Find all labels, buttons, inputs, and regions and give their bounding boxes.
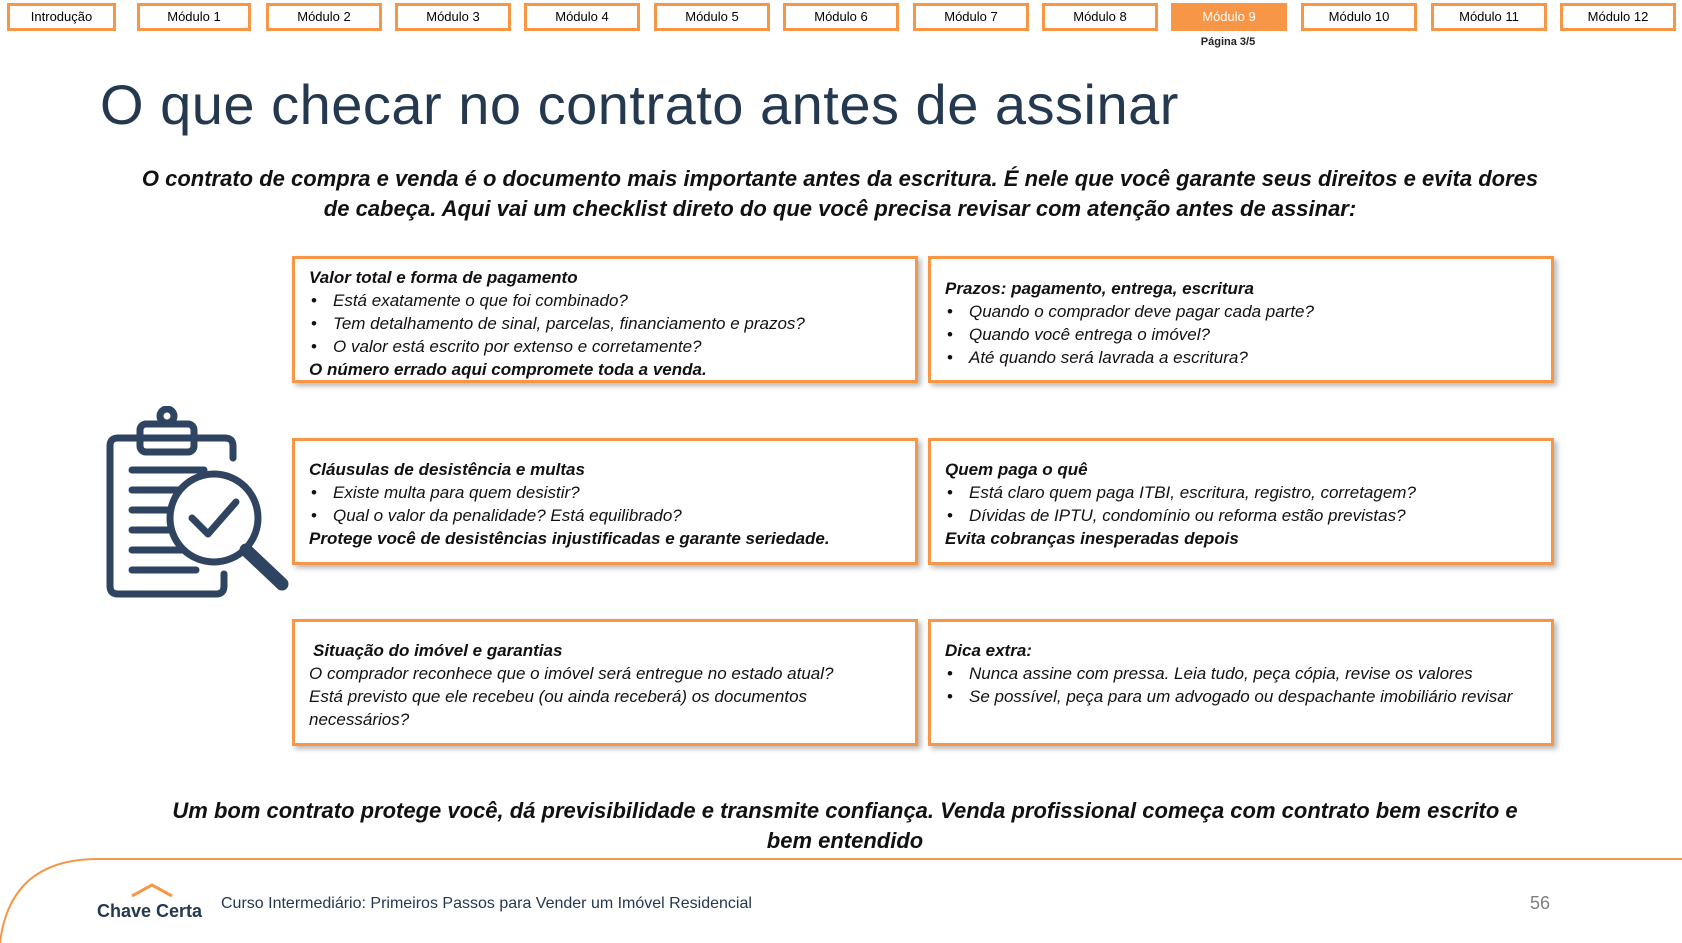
box-footer: Protege você de desistências injustificadas e garante seriedade. <box>309 529 830 548</box>
tab-modulo-6[interactable]: Módulo 6 <box>783 3 899 31</box>
list-item: • Se possível, peça para um advogado ou despachante imobiliário revisar <box>945 685 1537 708</box>
tab-modulo-4[interactable]: Módulo 4 <box>524 3 640 31</box>
box-text-line: O comprador reconhece que o imóvel será entregue no estado atual? <box>309 664 834 683</box>
box-heading: Dica extra: <box>945 641 1032 660</box>
tab-modulo-5[interactable]: Módulo 5 <box>654 3 770 31</box>
box-quem-paga <box>928 438 1554 565</box>
box-heading: Prazos: pagamento, entrega, escritura <box>945 279 1254 298</box>
box-footer: Evita cobranças inesperadas depois <box>945 529 1239 548</box>
list-item: • Quando você entrega o imóvel? <box>945 323 1537 346</box>
brand-logo: Chave Certa <box>97 901 203 921</box>
box-footer: O número errado aqui compromete toda a venda. <box>309 360 707 379</box>
list-item: • Qual o valor da penalidade? Está equilibrado? <box>309 504 901 527</box>
list-item: • Está exatamente o que foi combinado? <box>309 289 901 312</box>
tab-modulo-11[interactable]: Módulo 11 <box>1431 3 1547 31</box>
box-heading: Situação do imóvel e garantias <box>313 641 563 660</box>
list-item: • Está claro quem paga ITBI, escritura, registro, corretagem? <box>945 481 1537 504</box>
box-dica-extra <box>928 619 1554 746</box>
tab-modulo-3[interactable]: Módulo 3 <box>395 3 511 31</box>
box-heading: Valor total e forma de pagamento <box>309 268 578 287</box>
closing-text: Um bom contrato protege você, dá previsibilidade e transmite confiança. Venda profissional começa com contrato bem escrito e bem entendido <box>172 798 1518 853</box>
tab-introducao[interactable]: Introdução <box>7 3 116 31</box>
slide-title: O que checar no contrato antes de assinar <box>100 73 1179 136</box>
box-heading: Cláusulas de desistência e multas <box>309 460 585 479</box>
tab-modulo-10[interactable]: Módulo 10 <box>1301 3 1417 31</box>
list-item: • Nunca assine com pressa. Leia tudo, peça cópia, revise os valores <box>945 662 1537 685</box>
list-item: • Existe multa para quem desistir? <box>309 481 901 504</box>
tab-modulo-2[interactable]: Módulo 2 <box>266 3 382 31</box>
course-title: Curso Intermediário: Primeiros Passos para Vender um Imóvel Residencial <box>221 895 752 912</box>
module-nav-bar <box>0 0 1682 32</box>
list-item: • Dívidas de IPTU, condomínio ou reforma estão previstas? <box>945 504 1537 527</box>
page-number: 56 <box>1530 893 1551 913</box>
clipboard-checklist-magnifier-icon <box>100 406 300 606</box>
box-situacao-imovel <box>292 619 918 746</box>
tab-modulo-1[interactable]: Módulo 1 <box>137 3 251 31</box>
page-indicator: Página 3/5 <box>1200 36 1256 48</box>
tab-modulo-8[interactable]: Módulo 8 <box>1042 3 1158 31</box>
box-heading: Quem paga o quê <box>945 460 1088 479</box>
list-item: • Tem detalhamento de sinal, parcelas, financiamento e prazos? <box>309 312 901 335</box>
list-item: • Até quando será lavrada a escritura? <box>945 346 1537 369</box>
box-clausulas-desistencia <box>292 438 918 565</box>
intro-text: O contrato de compra e venda é o documento mais importante antes da escritura. É nele que você garante seus direitos e evita dores de cabeça. Aqui vai um checklist direto do que você precisa revisar com atenção antes de assinar: <box>141 166 1539 221</box>
box-valor-pagamento <box>292 256 918 383</box>
tab-modulo-9[interactable]: Módulo 9 <box>1171 3 1287 31</box>
house-roof-icon <box>130 882 174 898</box>
box-text-line: Está previsto que ele recebeu (ou ainda receberá) os documentos necessários? <box>309 687 808 729</box>
tab-modulo-7[interactable]: Módulo 7 <box>913 3 1029 31</box>
tab-modulo-12[interactable]: Módulo 12 <box>1560 3 1676 31</box>
list-item: • Quando o comprador deve pagar cada parte? <box>945 300 1537 323</box>
box-prazos <box>928 256 1554 383</box>
list-item: • O valor está escrito por extenso e corretamente? <box>309 335 901 358</box>
